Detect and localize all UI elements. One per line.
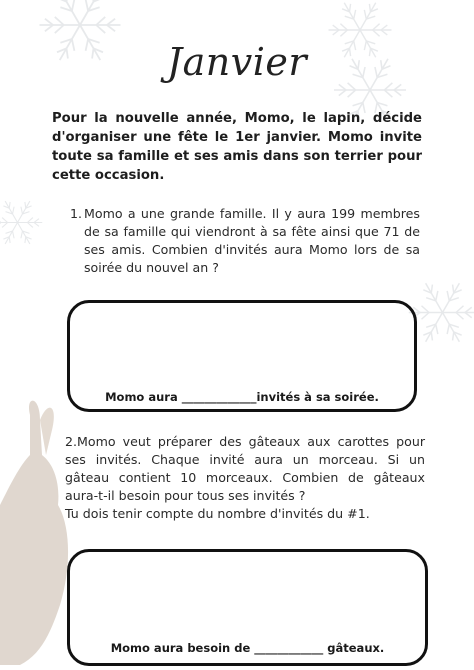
question-1 [70, 205, 420, 277]
answer-box-2[interactable] [67, 549, 428, 666]
answer-line-2: Momo aura besoin de ____________ gâteaux. [110, 641, 385, 655]
answer-line-1: Momo aura _____________invités à sa soirée. [105, 390, 379, 404]
answer-box-1[interactable] [67, 300, 417, 412]
question-2 [65, 433, 425, 523]
page-title: Janvier [166, 40, 308, 84]
question-1-text: Momo a une grande famille. Il y aura 199 membres de sa famille qui viendront à sa fête ainsi que 71 de ses amis. Combien d'invités aura Momo lors de sa soirée du nouvel an ? [84, 206, 420, 275]
intro-paragraph: Pour la nouvelle année, Momo, le lapin, décide d'organiser une fête le 1er janvier. Momo invite toute sa famille et ses amis dans son terrier pour cette occasion. [52, 111, 422, 183]
question-2-text: 2.Momo veut préparer des gâteaux aux carottes pour ses invités. Chaque invité aura un morceau. Si un gâteau contient 10 morceaux. Combien de gâteaux aura-t-il besoin pour tous ses invités ? [65, 434, 425, 503]
question-1-number: 1. [70, 206, 83, 221]
snowflake-icon [0, 195, 45, 250]
question-2-note: Tu dois tenir compte du nombre d'invités du #1. [65, 506, 370, 521]
